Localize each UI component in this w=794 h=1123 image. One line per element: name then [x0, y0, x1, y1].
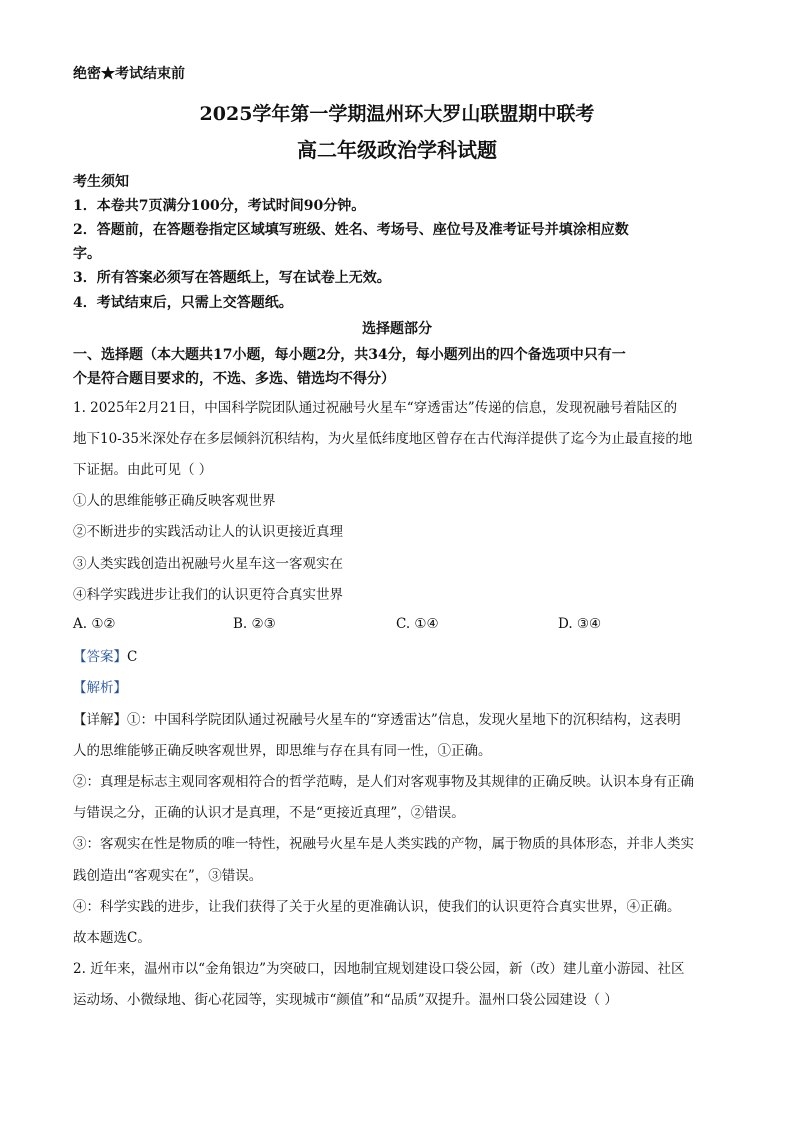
- q2-stem: 运动场、小微绿地、街心花园等，实现城市“颜值”和“品质”双提升。温州口袋公园建设（ ）: [73, 992, 618, 1008]
- option-d: D. ③④: [558, 616, 602, 632]
- q2-stem: 2. 近年来，温州市以“金角银边”为突破口，因地制宜规划建设口袋公园，新（改）建儿童小游园、社区: [73, 961, 685, 977]
- q1-stem: 1. 2025年2月21日，中国科学院团队通过祝融号火星车“穿透雷达”传递的信息，发现祝融号着陆区的: [73, 400, 678, 416]
- notice-heading: 考生须知: [73, 174, 129, 190]
- detail-line: ②：真理是标志主观同客观相符合的哲学范畴，是人们对客观事物及其规律的正确反映。认识本身有正确: [73, 774, 694, 790]
- section-intro: 个是符合题目要求的，不选、多选、错选均不得分）: [73, 371, 395, 387]
- q1-statement: ①人的思维能够正确反映客观世界: [73, 493, 276, 509]
- detail-line: ③：客观实在性是物质的唯一特性，祝融号火星车是人类实践的产物，属于物质的具体形态，并非人类实: [73, 836, 694, 852]
- detail-line: [73, 710, 681, 730]
- notice-item: 3．所有答案必须写在答题纸上，写在试卷上无效。: [73, 270, 391, 286]
- section-intro: 一、选择题（本大题共17小题，每小题2分，共34分，每小题列出的四个备选项中只有一: [73, 347, 626, 363]
- notice-item: 2．答题前，在答题卷指定区域填写班级、姓名、考场号、座位号及准考证号并填涂相应数: [73, 222, 629, 238]
- notice-item: 1．本卷共7页满分100分，考试时间90分钟。: [73, 198, 366, 214]
- answer-value: C: [127, 649, 138, 665]
- q1-stem: 下证据。由此可见（ ）: [73, 462, 213, 478]
- confidential-label: 绝密★考试结束前: [73, 66, 185, 82]
- detail-line: 践创造出“客观实在”，③错误。: [73, 868, 263, 884]
- detail-line: 故本题选C。: [73, 930, 151, 946]
- notice-item: 4．考试结束后，只需上交答题纸。: [73, 295, 293, 311]
- detail-tag: 【详解】: [73, 712, 127, 728]
- detail-line: 与错误之分，正确的认识才是真理，不是“更接近真理”，②错误。: [73, 805, 465, 821]
- option-c: C. ①④: [396, 616, 439, 632]
- answer-line: [73, 647, 137, 667]
- detail-text: ①：中国科学院团队通过祝融号火星车的“穿透雷达”信息，发现火星地下的沉积结构，这表明: [127, 712, 681, 728]
- analysis-tag: 【解析】: [73, 680, 127, 696]
- section-heading: 选择题部分: [362, 321, 432, 337]
- detail-line: 人的思维能够正确反映客观世界，即思维与存在具有同一性，①正确。: [73, 743, 492, 759]
- answer-tag: 【答案】: [73, 649, 127, 665]
- option-b: B. ②③: [233, 616, 276, 632]
- notice-item: 字。: [73, 246, 101, 262]
- option-a: A. ①②: [73, 616, 116, 632]
- q1-stem: 地下10-35米深处存在多层倾斜沉积结构，为火星低纬度地区曾存在古代海洋提供了迄今为止最直接的地: [73, 431, 693, 447]
- q1-options: [73, 616, 733, 636]
- exam-title: 2025学年第一学期温州环大罗山联盟期中联考: [199, 103, 595, 125]
- q1-statement: ④科学实践进步让我们的认识更符合真实世界: [73, 587, 343, 603]
- q1-statement: ③人类实践创造出祝融号火星车这一客观实在: [73, 556, 343, 572]
- q1-statement: ②不断进步的实践活动让人的认识更接近真理: [73, 524, 343, 540]
- detail-line: ④：科学实践的进步，让我们获得了关于火星的更准确认识，使我们的认识更符合真实世界，④正确。: [73, 899, 681, 915]
- exam-subtitle: 高二年级政治学科试题: [297, 138, 497, 162]
